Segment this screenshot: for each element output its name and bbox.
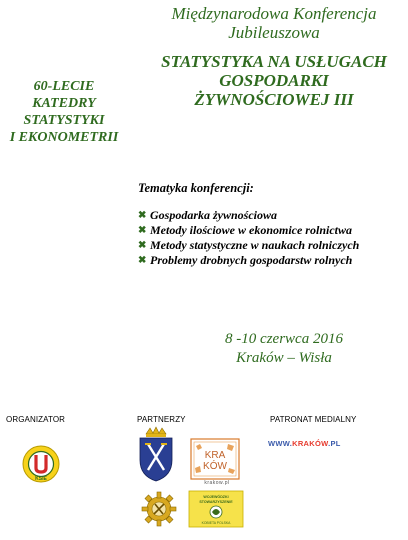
- cross-bullet-icon: ✖: [138, 255, 147, 266]
- event-date: 8 -10 czerwca 2016: [225, 331, 343, 347]
- conference-topic-line-2: GOSPODARKI: [219, 71, 329, 90]
- krakow-tile-line-2: KÓW: [203, 461, 227, 472]
- conference-topic: [140, 52, 408, 109]
- krakow-tile-line-1: KRA: [204, 450, 226, 461]
- conference-title-line-1: Międzynarodowa Konferencja: [171, 4, 377, 23]
- anniversary-line-4: I EKONOMETRII: [9, 130, 119, 145]
- organizer-label: ORGANIZATOR: [6, 415, 66, 424]
- conference-title-line-2: Jubileuszowa: [228, 23, 320, 42]
- association-logo-line-2: STOWARZYSZENIE: [199, 500, 233, 504]
- cross-bullet-icon: ✖: [138, 240, 147, 251]
- anniversary-line-1: 60-LECIE: [33, 79, 95, 94]
- media-patron-logo[interactable]: [268, 439, 341, 448]
- theme-text: Problemy drobnych gospodarstw rolnych: [150, 253, 353, 267]
- krakow-tile-logo: [190, 438, 240, 480]
- theme-text: Gospodarka żywnościowa: [150, 208, 278, 222]
- list-item: [138, 223, 408, 238]
- media-logo-suffix: .PL: [328, 439, 341, 448]
- event-place: Kraków – Wisła: [236, 350, 332, 366]
- coat-of-arms-logo: [136, 426, 176, 482]
- gear-logo: [140, 490, 178, 528]
- media-logo-brand: KRAKÓW: [292, 439, 329, 448]
- theme-text: Metody statystyczne w naukach rolniczych: [150, 238, 360, 252]
- cross-bullet-icon: ✖: [138, 225, 147, 236]
- themes-list: [138, 208, 408, 268]
- media-patron-label: PATRONAT MEDIALNY: [270, 415, 357, 424]
- cross-bullet-icon: ✖: [138, 210, 147, 221]
- association-logo: [188, 490, 244, 528]
- conference-topic-line-3: ŻYWNOŚCIOWEJ III: [194, 90, 354, 109]
- anniversary-block: [0, 78, 128, 146]
- association-logo-caption: KOBIETA POLSKA: [201, 521, 231, 525]
- event-date-place: [160, 330, 408, 368]
- list-item: [138, 208, 408, 223]
- media-logo-prefix: WWW.: [268, 439, 293, 448]
- anniversary-line-2: KATEDRY: [32, 96, 96, 111]
- conference-topic-line-1: STATYSTYKA NA USŁUGACH: [161, 52, 387, 71]
- organizer-logo: [22, 444, 60, 484]
- association-logo-line-1: WOJEWÓDZKI: [203, 495, 229, 499]
- anniversary-line-3: STATYSTYKI: [23, 113, 105, 128]
- themes-heading: Tematyka konferencji:: [138, 181, 254, 195]
- organizer-logo-text: KSiE: [35, 476, 47, 482]
- theme-text: Metody ilościowe w ekonomice rolnictwa: [150, 223, 352, 237]
- conference-title: [140, 4, 408, 42]
- list-item: [138, 253, 408, 268]
- list-item: [138, 238, 408, 253]
- krakow-tile-caption: krakow.pl: [204, 480, 230, 486]
- partners-label: PARTNERZY: [137, 415, 186, 424]
